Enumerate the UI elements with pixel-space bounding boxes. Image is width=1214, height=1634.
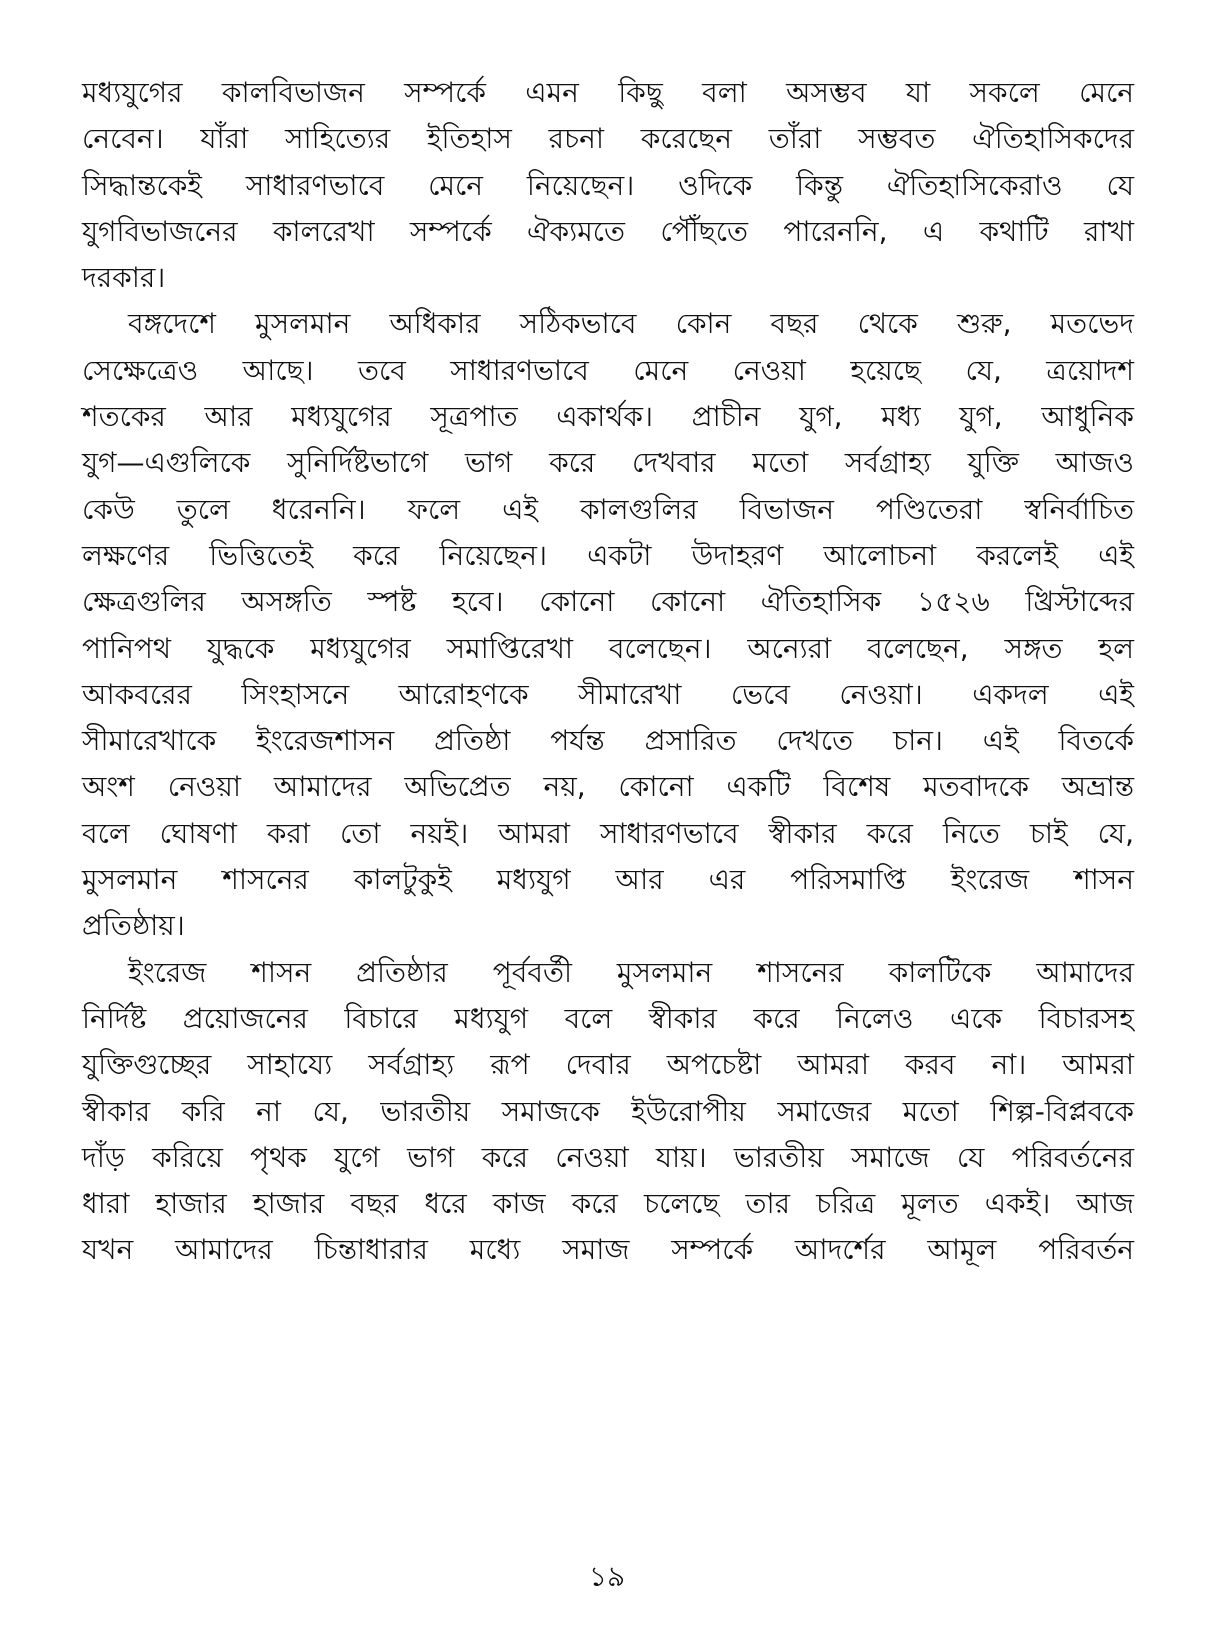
text-line: ধারা হাজার হাজার বছর ধরে কাজ করে চলেছে তার চরিত্র মূলত একই। আজ xyxy=(82,1187,1134,1221)
paragraph-2 xyxy=(82,301,1134,949)
text-line: শতকের আর মধ্যযুগের সূত্রপাত একার্থক। প্রাচীন যুগ, মধ্য যুগ, আধুনিক xyxy=(82,400,1134,434)
text-line: পানিপথ যুদ্ধকে মধ্যযুগের সমাপ্তিরেখা বলেছেন। অন্যেরা বলেছেন, সঙ্গত হল xyxy=(82,631,1134,665)
text-line: বঙ্গদেশে মুসলমান অধিকার সঠিকভাবে কোন বছর থেকে শুরু, মতভেদ xyxy=(128,307,1134,341)
page-body xyxy=(82,70,1134,1274)
text-line: সিদ্ধান্তকেই সাধারণভাবে মেনে নিয়েছেন। ওদিকে কিন্তু ঐতিহাসিকেরাও যে xyxy=(82,168,1134,202)
text-line: দাঁড় করিয়ে পৃথক যুগে ভাগ করে নেওয়া যায়। ভারতীয় সমাজে যে পরিবর্তনের xyxy=(82,1140,1134,1174)
text-line: কেউ তুলে ধরেননি। ফলে এই কালগুলির বিভাজন পণ্ডিতেরা স্বনির্বাচিত xyxy=(82,492,1134,526)
text-line: প্রতিষ্ঠায়। xyxy=(82,909,185,943)
text-line: যখন আমাদের চিন্তাধারার মধ্যে সমাজ সম্পর্কে আদর্শের আমূল পরিবর্তন xyxy=(82,1233,1134,1267)
text-line: বলে ঘোষণা করা তো নয়ই। আমরা সাধারণভাবে স্বীকার করে নিতে চাই যে, xyxy=(82,816,1134,850)
text-line: ক্ষেত্রগুলির অসঙ্গতি স্পষ্ট হবে। কোনো কোনো ঐতিহাসিক ১৫২৬ খ্রিস্টাব্দের xyxy=(82,585,1134,619)
text-line: নির্দিষ্ট প্রয়োজনের বিচারে মধ্যযুগ বলে স্বীকার করে নিলেও একে বিচারসহ xyxy=(82,1001,1134,1035)
text-line: অংশ নেওয়া আমাদের অভিপ্রেত নয়, কোনো একটি বিশেষ মতবাদকে অভ্রান্ত xyxy=(82,770,1134,804)
text-line: যুগবিভাজনের কালরেখা সম্পর্কে ঐক্যমতে পৌঁছতে পারেননি, এ কথাটি রাখা xyxy=(82,214,1134,248)
text-line: মধ্যযুগের কালবিভাজন সম্পর্কে এমন কিছু বলা অসম্ভব যা সকলে মেনে xyxy=(82,76,1134,109)
text-line: সীমারেখাকে ইংরেজশাসন প্রতিষ্ঠা পর্যন্ত প্রসারিত দেখতে চান। এই বিতর্কে xyxy=(82,724,1134,758)
text-line: লক্ষণের ভিত্তিতেই করে নিয়েছেন। একটা উদাহরণ আলোচনা করলেই এই xyxy=(82,538,1134,572)
page-number: ১৯ xyxy=(588,1560,626,1593)
text-line: নেবেন। যাঁরা সাহিত্যের ইতিহাস রচনা করেছেন তাঁরা সম্ভবত ঐতিহাসিকদের xyxy=(82,122,1134,156)
paragraph-3 xyxy=(82,950,1134,1274)
text-line: দরকার। xyxy=(82,261,166,295)
text-line: সেক্ষেত্রেও আছে। তবে সাধারণভাবে মেনে নেওয়া হয়েছে যে, ত্রয়োদশ xyxy=(82,353,1134,387)
text-line: মুসলমান শাসনের কালটুকুই মধ্যযুগ আর এর পরিসমাপ্তি ইংরেজ শাসন xyxy=(82,863,1134,897)
text-line: আকবরের সিংহাসনে আরোহণকে সীমারেখা ভেবে নেওয়া। একদল এই xyxy=(82,677,1134,711)
text-line: যুক্তিগুচ্ছের সাহায্যে সর্বগ্রাহ্য রূপ দেবার অপচেষ্টা আমরা করব না। আমরা xyxy=(82,1048,1134,1082)
text-line: স্বীকার করি না যে, ভারতীয় সমাজকে ইউরোপীয় সমাজের মতো শিল্প-বিপ্লবকে xyxy=(82,1094,1134,1128)
text-line: যুগ—এগুলিকে সুনির্দিষ্টভাগে ভাগ করে দেখবার মতো সর্বগ্রাহ্য যুক্তি আজও xyxy=(82,446,1134,480)
text-line: ইংরেজ শাসন প্রতিষ্ঠার পূর্ববর্তী মুসলমান শাসনের কালটিকে আমাদের xyxy=(128,955,1134,989)
paragraph-1 xyxy=(82,70,1134,301)
